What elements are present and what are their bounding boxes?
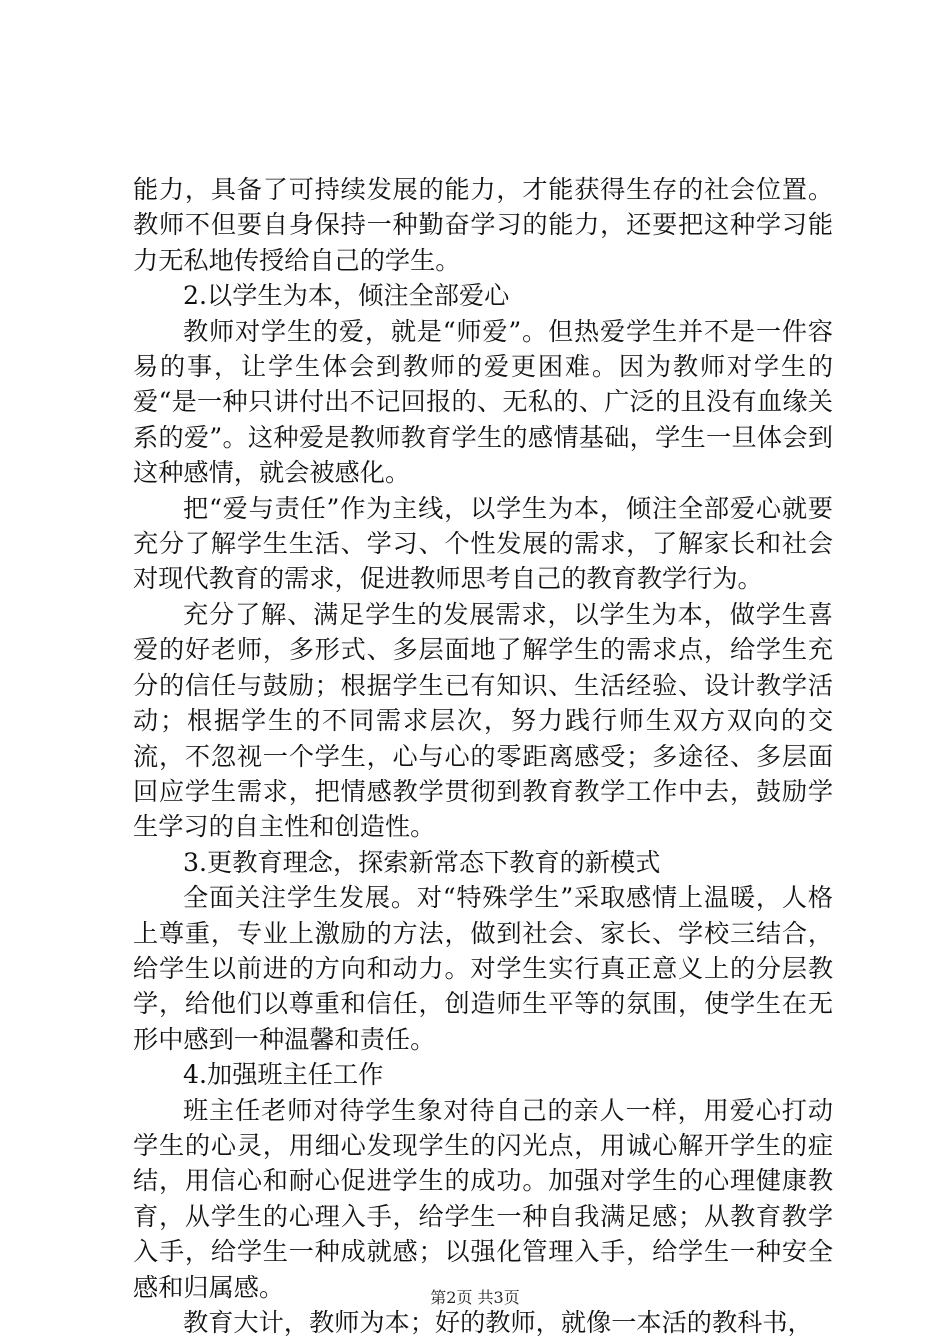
paragraph-teacher-love: 教师对学生的爱，就是“师爱”。但热爱学生并不是一件容易的事，让学生体会到教师的爱更困难。因为教师对学生的爱“是一种只讲付出不记回报的、无私的、广泛的且没有血缘关系的爱”。这种爱是教师教育学生的感情基础，学生一旦体会到这种感情，就会被感化。 [133, 316, 833, 488]
document-body [133, 172, 833, 1340]
section-heading-3: 3.更教育理念，探索新常态下教育的新模式 [183, 847, 661, 877]
paragraph-head-teacher: 班主任老师对待学生象对待自己的亲人一样，用爱心打动学生的心灵，用细心发现学生的闪光点，用诚心解开学生的症结，用信心和耐心促进学生的成功。加强对学生的心理健康教育，从学生的心理入手，给学生一种自我满足感；从教育教学入手，给学生一种成就感；以强化管理入手，给学生一种安全感和归属感。 [133, 1095, 833, 1302]
page-footer: 第2页 共3页 [430, 1288, 520, 1307]
section-heading-4: 4.加强班主任工作 [183, 1060, 384, 1090]
paragraph-continuation: 能力，具备了可持续发展的能力，才能获得生存的社会位置。教师不但要自身保持一种勤奋学习的能力，还要把这种学习能力无私地传授给自己的学生。 [133, 175, 833, 275]
paragraph-love-responsibility: 把“爱与责任”作为主线，以学生为本，倾注全部爱心就要充分了解学生生活、学习、个性发展的需求，了解家长和社会对现代教育的需求，促进教师思考自己的教育教学行为。 [133, 493, 833, 594]
paragraph-closing: 教育大计，教师为本；好的教师，就像一本活的教科书， [183, 1308, 813, 1337]
paragraph-student-needs: 充分了解、满足学生的发展需求，以学生为本，做学生喜爱的好老师，多形式、多层面地了解学生的需求点，给学生充分的信任与鼓励；根据学生已有知识、生活经验、设计教学活动；根据学生的不同需求层次，努力践行师生双方双向的交流，不忽视一个学生，心与心的零距离感受；多途径、多层面回应学生需求，把情感教学贯彻到教育教学工作中去，鼓励学生学习的自主性和创造性。 [133, 599, 833, 842]
section-heading-2: 2.以学生为本，倾注全部爱心 [183, 281, 510, 311]
paragraph-student-development: 全面关注学生发展。对“特殊学生”采取感情上温暖，人格上尊重，专业上激励的方法，做到社会、家长、学校三结合，给学生以前进的方向和动力。对学生实行真正意义上的分层教学，给他们以尊重和信任，创造师生平等的氛围，使学生在无形中感到一种温馨和责任。 [133, 883, 833, 1054]
